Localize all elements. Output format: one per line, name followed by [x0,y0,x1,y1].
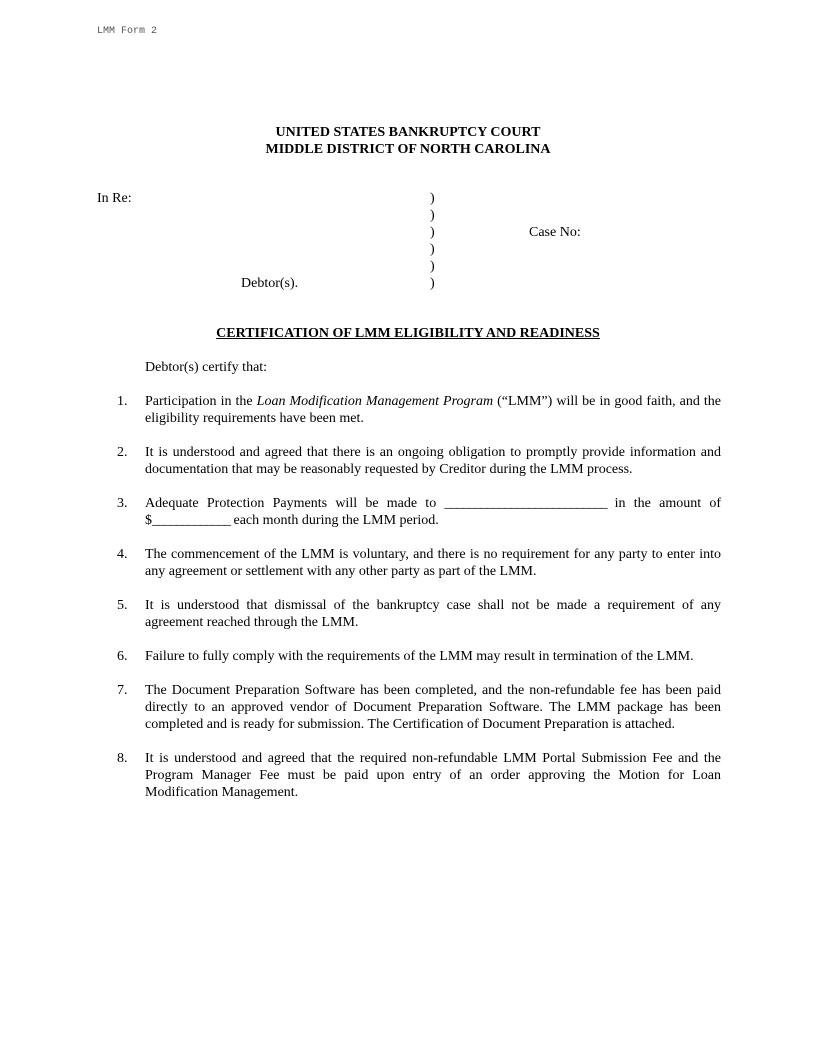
list-item [97,546,721,580]
item-number: 4. [117,547,128,562]
item-number: 5. [117,598,128,613]
item-number: 2. [117,445,128,460]
debtors-label: Debtor(s). [241,276,299,291]
certification-list [97,393,721,818]
list-item [97,648,721,665]
case-number-label: Case No: [529,225,581,240]
amount-blank-field[interactable]: _____________ [152,513,230,528]
in-re-label: In Re: [97,191,132,206]
form-label: LMM Form 2 [97,26,158,37]
program-name: Loan Modification Management Program [256,394,494,409]
item-number: 3. [117,496,128,511]
item-text: each month during the LMM period. [230,513,439,528]
item-number: 1. [117,394,128,409]
court-name: UNITED STATES BANKRUPTCY COURT [275,125,541,140]
caption-paren: ) [430,259,435,274]
payee-blank-field[interactable]: ___________________________ [444,496,607,511]
list-item [97,750,721,801]
item-text: in the amount of $ [145,496,722,528]
caption-paren: ) [430,191,435,206]
item-text: It is understood that dismissal of the bankruptcy case shall not be made a requirement of any agreement reached through the LMM. [145,598,721,630]
list-item [97,682,721,733]
case-caption [0,190,816,295]
caption-parentheses [430,190,435,292]
caption-paren: ) [430,242,435,257]
item-text: It is understood and agreed that the required non-refundable LMM Portal Submission Fee and the Program Manager Fee must be paid upon entry of an order approving the Motion for Loan Modification Management. [145,751,721,800]
caption-paren: ) [430,276,435,291]
item-text: Participation in the [145,394,257,409]
item-text: (“LMM”) will be in good faith, and the eligibility requirements have been met. [145,394,721,426]
item-number: 7. [117,683,128,698]
intro-text: Debtor(s) certify that: [145,360,268,375]
caption-paren: ) [430,225,435,240]
caption-paren: ) [430,208,435,223]
list-item [97,597,721,631]
item-text: Failure to fully comply with the requirements of the LMM may result in termination of the LMM. [145,649,694,664]
list-item [97,444,721,478]
item-number: 6. [117,649,128,664]
item-text: The Document Preparation Software has been completed, and the non-refundable fee has been paid directly to an approved vendor of Document Preparation Software. The LMM package has been completed and is ready for submission. The Certification of Document Preparation is attached. [145,683,721,732]
item-text: The commencement of the LMM is voluntary, and there is no requirement for any party to enter into any agreement or settlement with any other party as part of the LMM. [145,547,721,579]
court-district: MIDDLE DISTRICT OF NORTH CAROLINA [265,142,551,157]
list-item [97,495,721,529]
court-heading [0,124,816,158]
list-item [97,393,721,427]
item-text: Adequate Protection Payments will be made to [145,496,445,511]
document-title: CERTIFICATION OF LMM ELIGIBILITY AND READINESS [216,326,600,341]
item-number: 8. [117,751,128,766]
item-text: It is understood and agreed that there is an ongoing obligation to promptly provide information and documentation that may be reasonably requested by Creditor during the LMM process. [145,445,721,477]
